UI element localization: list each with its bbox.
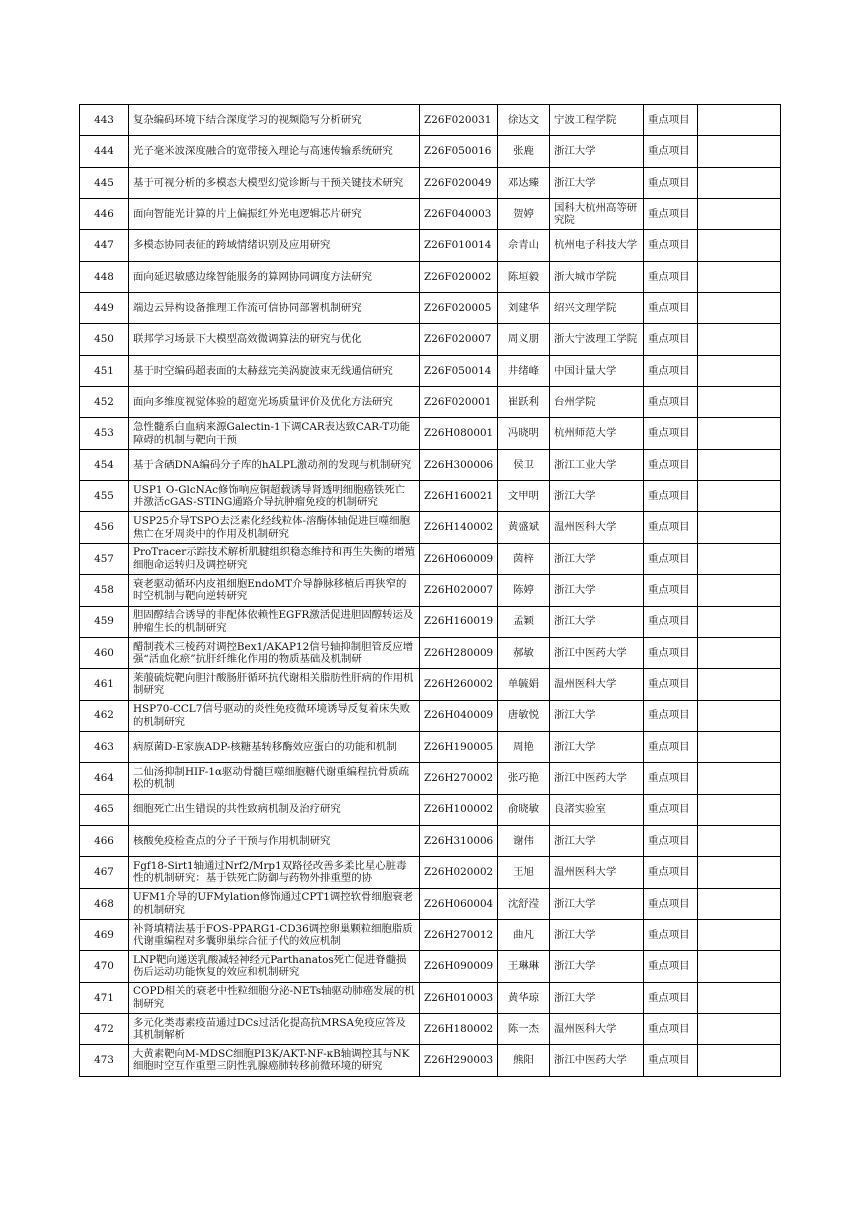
table-row xyxy=(80,512,781,543)
project-code: Z26H020007 xyxy=(420,575,498,606)
row-number: 467 xyxy=(80,857,129,888)
table-row xyxy=(80,355,781,386)
project-title xyxy=(129,105,420,136)
project-title-text: 基于可视分析的多模态大模型幻觉诊断与干预关键技术研究 xyxy=(133,176,404,189)
project-title xyxy=(129,136,420,167)
project-code: Z26H300006 xyxy=(420,449,498,480)
table-row xyxy=(80,731,781,762)
project-code: Z26H270002 xyxy=(420,763,498,794)
row-number: 468 xyxy=(80,888,129,919)
project-title-text: 衰老驱动循环内皮祖细胞EndoMT介导静脉移植后再狭窄的时空机制与靶向逆转研究 xyxy=(133,577,407,603)
table-row xyxy=(80,575,781,606)
principal-investigator: 黄盛斌 xyxy=(498,512,550,543)
note-cell xyxy=(698,261,781,292)
table-row xyxy=(80,857,781,888)
project-type: 重点项目 xyxy=(644,543,698,574)
project-title-text: 补肾填精法基于FOS-PPARG1-CD36调控卵巢颗粒细胞脂质代谢重编程对多囊卵巢综合征子代的效应机制 xyxy=(133,922,413,948)
note-cell xyxy=(698,888,781,919)
project-type: 重点项目 xyxy=(644,982,698,1013)
project-title xyxy=(129,763,420,794)
project-title-text: 急性髓系白血病来源Galectin-1下调CAR表达致CAR-T功能障碍的机制与靶向干预 xyxy=(133,421,410,446)
principal-investigator: 黄华琼 xyxy=(498,982,550,1013)
note-cell xyxy=(698,543,781,574)
row-number: 447 xyxy=(80,230,129,261)
institution: 浙江大学 xyxy=(550,136,644,167)
institution: 浙江大学 xyxy=(550,575,644,606)
project-type: 重点项目 xyxy=(644,857,698,888)
project-title xyxy=(129,387,420,418)
principal-investigator: 贺婷 xyxy=(498,199,550,230)
project-title-text: 面向智能光计算的片上偏振红外光电逻辑芯片研究 xyxy=(133,207,362,220)
institution: 浙大宁波理工学院 xyxy=(550,324,644,355)
institution: 浙江大学 xyxy=(550,919,644,950)
principal-investigator: 熊阳 xyxy=(498,1045,550,1076)
note-cell xyxy=(698,167,781,198)
project-title xyxy=(129,857,420,888)
project-title xyxy=(129,982,420,1013)
principal-investigator: 冯晓明 xyxy=(498,418,550,449)
project-code: Z26H160021 xyxy=(420,481,498,512)
row-number: 454 xyxy=(80,449,129,480)
institution: 温州医科大学 xyxy=(550,1013,644,1044)
project-title-text: UFM1介导的UFMylation修饰通过CPT1调控软骨细胞衰老的机制研究 xyxy=(133,891,413,916)
institution: 温州医科大学 xyxy=(550,857,644,888)
project-code: Z26F020002 xyxy=(420,261,498,292)
note-cell xyxy=(698,794,781,825)
project-code: Z26H060004 xyxy=(420,888,498,919)
project-title xyxy=(129,543,420,574)
project-title-text: 基于时空编码超表面的太赫兹完美涡旋波束无线通信研究 xyxy=(133,364,393,377)
row-number: 466 xyxy=(80,825,129,856)
row-number: 465 xyxy=(80,794,129,825)
row-number: 459 xyxy=(80,606,129,637)
row-number: 449 xyxy=(80,293,129,324)
row-number: 452 xyxy=(80,387,129,418)
table-row xyxy=(80,763,781,794)
row-number: 462 xyxy=(80,700,129,731)
note-cell xyxy=(698,418,781,449)
project-title xyxy=(129,700,420,731)
note-cell xyxy=(698,982,781,1013)
principal-investigator: 刘建华 xyxy=(498,293,550,324)
row-number: 460 xyxy=(80,637,129,668)
project-table xyxy=(79,104,781,1077)
project-title-text: 醋制莪术三棱药对调控Bex1/AKAP12信号轴抑制胆管反应增强“活血化瘀”抗肝纤维化作用的物质基础及机制研 xyxy=(133,640,414,666)
project-title xyxy=(129,606,420,637)
note-cell xyxy=(698,700,781,731)
project-code: Z26H060009 xyxy=(420,543,498,574)
project-code: Z26H080001 xyxy=(420,418,498,449)
principal-investigator: 孟颖 xyxy=(498,606,550,637)
project-code: Z26H190005 xyxy=(420,731,498,762)
project-type: 重点项目 xyxy=(644,669,698,700)
project-code: Z26F020001 xyxy=(420,387,498,418)
project-title xyxy=(129,1045,420,1076)
table-row xyxy=(80,167,781,198)
principal-investigator: 邓达臻 xyxy=(498,167,550,198)
project-type: 重点项目 xyxy=(644,324,698,355)
project-type: 重点项目 xyxy=(644,293,698,324)
institution: 温州医科大学 xyxy=(550,512,644,543)
project-title-text: 联邦学习场景下大模型高效微调算法的研究与优化 xyxy=(133,333,362,346)
project-type: 重点项目 xyxy=(644,825,698,856)
project-title-text: 多模态协同表征的跨域情绪识别及应用研究 xyxy=(133,239,331,252)
note-cell xyxy=(698,575,781,606)
project-title xyxy=(129,261,420,292)
institution: 浙江大学 xyxy=(550,167,644,198)
project-title-text: 病原菌D-E家族ADP-核糖基转移酶效应蛋白的功能和机制 xyxy=(133,740,397,753)
note-cell xyxy=(698,136,781,167)
table-row xyxy=(80,637,781,668)
institution: 浙江中医药大学 xyxy=(550,763,644,794)
row-number: 443 xyxy=(80,105,129,136)
project-code: Z26H280009 xyxy=(420,637,498,668)
project-code: Z26H040009 xyxy=(420,700,498,731)
project-type: 重点项目 xyxy=(644,512,698,543)
project-title-text: 多元化类毒素疫苗通过DCs过活化提高抗MRSA免疫应答及其机制解析 xyxy=(133,1016,406,1042)
project-title xyxy=(129,293,420,324)
project-type: 重点项目 xyxy=(644,1013,698,1044)
table-row xyxy=(80,794,781,825)
project-code: Z26H180002 xyxy=(420,1013,498,1044)
row-number: 458 xyxy=(80,575,129,606)
principal-investigator: 井绪峰 xyxy=(498,355,550,386)
project-code: Z26H090009 xyxy=(420,951,498,982)
project-code: Z26F020031 xyxy=(420,105,498,136)
note-cell xyxy=(698,669,781,700)
project-title-text: 面向延迟敏感边缘智能服务的算网协同调度方法研究 xyxy=(133,270,372,283)
institution: 良渚实验室 xyxy=(550,794,644,825)
table-row xyxy=(80,982,781,1013)
institution: 浙江中医药大学 xyxy=(550,637,644,668)
principal-investigator: 俞晓敏 xyxy=(498,794,550,825)
row-number: 463 xyxy=(80,731,129,762)
project-title xyxy=(129,230,420,261)
row-number: 461 xyxy=(80,669,129,700)
principal-investigator: 曲凡 xyxy=(498,919,550,950)
table-row xyxy=(80,387,781,418)
project-title-text: 面向多维度视觉体验的超宽光场质量评价及优化方法研究 xyxy=(133,396,393,409)
project-code: Z26H010003 xyxy=(420,982,498,1013)
table-row xyxy=(80,951,781,982)
project-code: Z26H310006 xyxy=(420,825,498,856)
principal-investigator: 谢伟 xyxy=(498,825,550,856)
project-code: Z26H020002 xyxy=(420,857,498,888)
project-code: Z26H160019 xyxy=(420,606,498,637)
note-cell xyxy=(698,919,781,950)
project-type: 重点项目 xyxy=(644,575,698,606)
project-title-text: 大黄素靶向M-MDSC细胞PI3K/AKT-NF-κB轴调控其与NK细胞时空互作重塑三阴性乳腺癌肺转移前微环境的研究 xyxy=(133,1047,410,1073)
project-code: Z26F020007 xyxy=(420,324,498,355)
project-title xyxy=(129,324,420,355)
note-cell xyxy=(698,324,781,355)
project-title xyxy=(129,637,420,668)
institution: 温州医科大学 xyxy=(550,669,644,700)
principal-investigator: 王旭 xyxy=(498,857,550,888)
note-cell xyxy=(698,1045,781,1076)
note-cell xyxy=(698,293,781,324)
note-cell xyxy=(698,606,781,637)
institution: 浙江大学 xyxy=(550,982,644,1013)
institution: 中国计量大学 xyxy=(550,355,644,386)
table-row xyxy=(80,105,781,136)
table-row xyxy=(80,418,781,449)
principal-investigator: 沈舒滢 xyxy=(498,888,550,919)
table-row xyxy=(80,825,781,856)
principal-investigator: 张巧艳 xyxy=(498,763,550,794)
principal-investigator: 佘青山 xyxy=(498,230,550,261)
table-row xyxy=(80,261,781,292)
project-title xyxy=(129,919,420,950)
project-title xyxy=(129,575,420,606)
note-cell xyxy=(698,199,781,230)
project-title xyxy=(129,888,420,919)
table-row xyxy=(80,669,781,700)
row-number: 456 xyxy=(80,512,129,543)
row-number: 446 xyxy=(80,199,129,230)
project-title xyxy=(129,1013,420,1044)
project-title-text: 胆固醇结合诱导的非配体依赖性EGFR激活促进胆固醇转运及肿瘤生长的机制研究 xyxy=(133,609,414,634)
principal-investigator: 文甲明 xyxy=(498,481,550,512)
project-type: 重点项目 xyxy=(644,763,698,794)
project-type: 重点项目 xyxy=(644,449,698,480)
note-cell xyxy=(698,355,781,386)
note-cell xyxy=(698,825,781,856)
project-type: 重点项目 xyxy=(644,606,698,637)
note-cell xyxy=(698,951,781,982)
project-title-text: 莱菔硫烷靶向胆汁酸肠肝循环抗代谢相关脂肪性肝病的作用机制研究 xyxy=(133,671,414,697)
project-title xyxy=(129,669,420,700)
note-cell xyxy=(698,230,781,261)
institution: 浙江大学 xyxy=(550,731,644,762)
project-code: Z26F050016 xyxy=(420,136,498,167)
project-code: Z26F020049 xyxy=(420,167,498,198)
project-title-text: USP25介导TSPO去泛素化经线粒体-溶酶体轴促进巨噬细胞焦亡在牙周炎中的作用及机制研究 xyxy=(133,515,410,540)
row-number: 444 xyxy=(80,136,129,167)
institution: 浙江工业大学 xyxy=(550,449,644,480)
project-title xyxy=(129,731,420,762)
table-row xyxy=(80,449,781,480)
table-row xyxy=(80,700,781,731)
project-title-text: 二仙汤抑制HIF-1α驱动骨髓巨噬细胞糖代谢重编程抗骨质疏松的机制 xyxy=(133,765,410,791)
project-title xyxy=(129,825,420,856)
project-type: 重点项目 xyxy=(644,637,698,668)
table-row xyxy=(80,606,781,637)
note-cell xyxy=(698,481,781,512)
row-number: 470 xyxy=(80,951,129,982)
row-number: 453 xyxy=(80,418,129,449)
note-cell xyxy=(698,1013,781,1044)
principal-investigator: 周义朋 xyxy=(498,324,550,355)
table-row xyxy=(80,199,781,230)
project-type: 重点项目 xyxy=(644,199,698,230)
project-type: 重点项目 xyxy=(644,387,698,418)
project-title xyxy=(129,794,420,825)
project-code: Z26F040003 xyxy=(420,199,498,230)
row-number: 469 xyxy=(80,919,129,950)
project-title-text: 基于含硒DNA编码分子库的hALPL激动剂的发现与机制研究 xyxy=(133,458,412,471)
project-type: 重点项目 xyxy=(644,136,698,167)
project-code: Z26F010014 xyxy=(420,230,498,261)
institution: 浙江大学 xyxy=(550,825,644,856)
row-number: 457 xyxy=(80,543,129,574)
institution: 绍兴文理学院 xyxy=(550,293,644,324)
note-cell xyxy=(698,857,781,888)
project-title-text: USP1 O-GlcNAc修饰响应铜超载诱导肾透明细胞癌铁死亡并激活cGAS-STING通路介导抗肿瘤免疫的机制研究 xyxy=(133,483,406,509)
project-type: 重点项目 xyxy=(644,731,698,762)
table-row xyxy=(80,136,781,167)
institution: 浙江大学 xyxy=(550,481,644,512)
table-row xyxy=(80,543,781,574)
project-title xyxy=(129,449,420,480)
table-row xyxy=(80,324,781,355)
principal-investigator: 茵梓 xyxy=(498,543,550,574)
principal-investigator: 陈一杰 xyxy=(498,1013,550,1044)
principal-investigator: 崔跃利 xyxy=(498,387,550,418)
project-type: 重点项目 xyxy=(644,951,698,982)
project-table-body xyxy=(80,105,781,1077)
project-title xyxy=(129,167,420,198)
row-number: 451 xyxy=(80,355,129,386)
project-code: Z26H290003 xyxy=(420,1045,498,1076)
institution: 浙江大学 xyxy=(550,888,644,919)
institution: 浙江大学 xyxy=(550,543,644,574)
table-row xyxy=(80,1045,781,1076)
project-type: 重点项目 xyxy=(644,261,698,292)
row-number: 450 xyxy=(80,324,129,355)
project-title-text: Fgf18-Sirt1轴通过Nrf2/Mrp1双路径改善多柔比星心脏毒性的机制研究：基于铁死亡防御与药物外排重塑的协 xyxy=(133,859,407,885)
project-type: 重点项目 xyxy=(644,919,698,950)
table-row xyxy=(80,230,781,261)
institution: 浙江大学 xyxy=(550,606,644,637)
note-cell xyxy=(698,105,781,136)
principal-investigator: 周艳 xyxy=(498,731,550,762)
row-number: 448 xyxy=(80,261,129,292)
project-code: Z26H100002 xyxy=(420,794,498,825)
project-type: 重点项目 xyxy=(644,700,698,731)
institution: 国科大杭州高等研究院 xyxy=(550,199,644,230)
project-type: 重点项目 xyxy=(644,1045,698,1076)
project-title xyxy=(129,418,420,449)
project-code: Z26F020005 xyxy=(420,293,498,324)
project-title-text: 核酸免疫检查点的分子干预与作用机制研究 xyxy=(133,834,331,847)
table-row xyxy=(80,888,781,919)
project-title xyxy=(129,951,420,982)
project-type: 重点项目 xyxy=(644,481,698,512)
principal-investigator: 陈垣毅 xyxy=(498,261,550,292)
table-row xyxy=(80,293,781,324)
institution: 浙大城市学院 xyxy=(550,261,644,292)
principal-investigator: 单毓娟 xyxy=(498,669,550,700)
project-title-text: LNP靶向递送乳酸减轻神经元Parthanatos死亡促进脊髓损伤后运动功能恢复的效应和机制研究 xyxy=(133,953,407,979)
project-title-text: HSP70-CCL7信号驱动的炎性免疫微环境诱导反复着床失败的机制研究 xyxy=(133,703,411,728)
institution: 杭州师范大学 xyxy=(550,418,644,449)
project-title-text: ProTracer示踪技术解析肌腱组织稳态维持和再生失衡的增殖细胞命运转归及调控研究 xyxy=(133,546,415,571)
row-number: 455 xyxy=(80,481,129,512)
project-title-text: 细胞死亡出生错误的共性致病机制及治疗研究 xyxy=(133,803,341,816)
project-code: Z26H270012 xyxy=(420,919,498,950)
institution: 宁波工程学院 xyxy=(550,105,644,136)
institution: 台州学院 xyxy=(550,387,644,418)
row-number: 445 xyxy=(80,167,129,198)
row-number: 464 xyxy=(80,763,129,794)
table-row xyxy=(80,481,781,512)
project-type: 重点项目 xyxy=(644,794,698,825)
note-cell xyxy=(698,637,781,668)
project-type: 重点项目 xyxy=(644,418,698,449)
row-number: 471 xyxy=(80,982,129,1013)
project-type: 重点项目 xyxy=(644,355,698,386)
project-title-text: 光子毫米波深度融合的宽带接入理论与高速传输系统研究 xyxy=(133,145,393,158)
institution: 浙江大学 xyxy=(550,951,644,982)
project-code: Z26H140002 xyxy=(420,512,498,543)
project-type: 重点项目 xyxy=(644,230,698,261)
project-code: Z26F050014 xyxy=(420,355,498,386)
project-title xyxy=(129,199,420,230)
table-row xyxy=(80,919,781,950)
project-type: 重点项目 xyxy=(644,167,698,198)
table-row xyxy=(80,1013,781,1044)
row-number: 473 xyxy=(80,1045,129,1076)
principal-investigator: 王琳琳 xyxy=(498,951,550,982)
note-cell xyxy=(698,512,781,543)
principal-investigator: 侯卫 xyxy=(498,449,550,480)
project-type: 重点项目 xyxy=(644,888,698,919)
principal-investigator: 陈婷 xyxy=(498,575,550,606)
project-type: 重点项目 xyxy=(644,105,698,136)
project-code: Z26H260002 xyxy=(420,669,498,700)
project-title xyxy=(129,481,420,512)
project-title xyxy=(129,355,420,386)
project-title xyxy=(129,512,420,543)
institution: 浙江大学 xyxy=(550,700,644,731)
project-title-text: COPD相关的衰老中性粒细胞分泌-NETs轴驱动肺癌发展的机制研究 xyxy=(133,985,415,1010)
principal-investigator: 徐达文 xyxy=(498,105,550,136)
principal-investigator: 唐敏悦 xyxy=(498,700,550,731)
project-title-text: 复杂编码环境下结合深度学习的视频隐写分析研究 xyxy=(133,113,362,126)
principal-investigator: 郝敏 xyxy=(498,637,550,668)
note-cell xyxy=(698,763,781,794)
project-title-text: 端边云异构设备推理工作流可信协同部署机制研究 xyxy=(133,301,362,314)
note-cell xyxy=(698,731,781,762)
institution: 杭州电子科技大学 xyxy=(550,230,644,261)
note-cell xyxy=(698,449,781,480)
institution: 浙江中医药大学 xyxy=(550,1045,644,1076)
note-cell xyxy=(698,387,781,418)
row-number: 472 xyxy=(80,1013,129,1044)
principal-investigator: 张鹿 xyxy=(498,136,550,167)
